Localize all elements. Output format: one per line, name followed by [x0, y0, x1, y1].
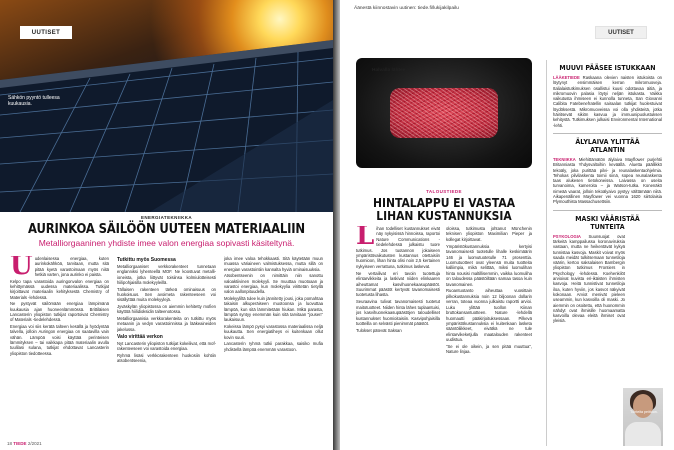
face — [633, 394, 653, 418]
subhead: Tutkittu myös Suomessa — [117, 257, 176, 263]
sidebar-text — [553, 75, 662, 128]
paragraph: Tulokset pätevät Saksan — [356, 327, 402, 333]
article-column-1 — [356, 226, 440, 444]
paragraph: Seuraavina tulivat tavanomaisesti tuotetut maitotuotteet. Niiden hinta lähes tuplaantuisi, jos kasvihuonekaasupäästöjen taloudelliset kustannukset huomioitaisiin. Kasvipohjaisilla tuotteilla on selvästi pienimmät päästöt. — [356, 299, 440, 326]
paragraph: Ne pystyvät säilömään energiaa lämpimänä kuukausia ajan huoneenlämmössä. Brittiläisen Lancasterin yliopiston tutkijat raportoivat Chemistry of Materials -tiedelehdessä. — [10, 301, 109, 323]
sidebar-tag: PSYKOLOGIA — [553, 233, 581, 239]
issue: 2/2021 — [27, 441, 42, 446]
divider — [553, 210, 662, 211]
drop-cap: L — [356, 226, 375, 251]
sidebar-body: Suunsuojat ovat tärkeitä kamppailussa koronaviruksia vastaan, mutta ne heikentävät kykyä tunnistaa kasvoja. Maskit voivat myös saada meidät tulkitsemaan tunnetiloja väärin, kertoo saksalaisen Bambergin yliopiston tutkimus Frontiers in Psychology -lehdessä. Koehenkilöt arvioivat kuvista eri-ikäisten ihmisten kasvoja. Heitä tunnistivat tunnetiloja iloa, kuten hyviin, jos kasvot näkyivät kokonaan. Arviot menivät pieleen useammin, kun kasvoilla oli maski. Jo aiemmin on osoitettu, että huonommin nähdyt ovat ihmisille huomaamatta kasvoilla olevaa eleitä ihmiset ovat yleisiä. — [553, 233, 625, 324]
paragraph: udenlaisessa energiaa, kuten aurinkokähköä, tarvitaan, mutta sitä pitää kyetä varastoimaan myös niitä hetkiä varten, jona aurinko ei paista. — [34, 256, 109, 277]
paragraph: Atsobentseenin on nimittäin niin sanottu valoaktiivinen molekyyli. Se muuttaa muotoaan ja varastoi energiaa, kun molekyylia virittetän tietyllä valon aallonpituudella. — [224, 273, 323, 295]
kicker: ENERGIATEKNIIKKA — [140, 215, 193, 220]
minced-meat — [390, 88, 498, 138]
kicker: TALOUSTIEDE — [426, 189, 462, 194]
sidebar-body: Raskaana olevien naisten istukoista on löytynyt ensimmäisen kerran mikromuoveja. Italialaistutkimuksen osallistui kuusi odottavaa äitiä, ja mikromuovin palasia löytyi neljän istukasta. Vaikka vaikutusta ihmiseen ei kunnolla tunneta, San Giovanni Calibita Fatebenefratellin sairaalan tutkijat huolestuivat löydöksestä. Mikromuoveissa voi olla yhdisteitä, jotka häiritsevät sikiön kasvua ja immuunipuolustuksen kehitystä. Tutkimuksen julkaisi Environmental International -lehti. — [553, 75, 662, 128]
paragraph: Jyväskylän yliopistossa on aiemmin kehitetty mofien käyttöä hiilidioksidin talteenotossa. — [117, 304, 216, 315]
sidebar-body: Miehittämätön älylaiva Mayflower purjehtii Britanniasta Yhdysvaltoihin keväällä. Aluetta päällikkö tekoäly, joka purittää pilvi- ja reunalaskentaohjelmia. Tehokas pilvilaskenta toimii siinä, sopea reunalaskenta taas alukesen tietokoneissa. Laivassa on useita turvanoima, kameroita – ja Watson-tutka. Konenäkö nimeää vaarat, jolloin tekoälyaivo pystyy välttämään niitä. Aikapenällinen Mayflower vei vuonna 1620 siirtolaisia Plymouthista Massachusettsiin. — [553, 156, 662, 205]
solar-panels-illustration — [0, 40, 333, 212]
masked-woman-photo — [623, 388, 663, 446]
folio — [7, 441, 42, 446]
paragraph: Molekyyliltä tulee kuin jännitetty jousi, joka pomahtaa takaisin alkuperäiseen muotoonsa ja luovuttaa lämpöä, kun sitä lämmitetään hiukan. Mikä parasta, lämpöä syntyy enemmän kuin sitä tarvitaan "jousen" laukaisuun. — [224, 296, 323, 323]
paragraph: Ryhmä lisäsi verkkorakenteen huokosiin kohtiin atsobentseenia, — [117, 352, 216, 363]
paragraph: Ympäristökustannuksia kertyisi tavanomaisesti tuotetulle lihalle keskimäärin 146 ja luomutuotetulle 71 prosenttia. Luomutuotteet ovat yleensä muita tuotteita kalliimpia, mikä selittää, miksi luomulihan hinta nousisi maltillisemmin, vaikka luomuliha on taloudessa päästöiltään samaa tasoa kuin tavanomainen. — [446, 243, 532, 287]
paragraph: Ne vertailivat eri tavoin tuotettuja elintarvikkeita ja laskivat niiden elinkaaren aiheuttamat kasvihuonekaasupäästöt. Suurimmat päästöt kertyvät tavanomaisesti tuotetusta lihasta. — [356, 270, 440, 298]
article-column-2 — [117, 256, 216, 439]
article-column-1 — [10, 256, 109, 439]
photo-caption: Halvalla lähtee. — [372, 68, 407, 73]
spine — [333, 0, 340, 450]
sidebar-tag: TEKNIIKKA — [553, 156, 576, 162]
paragraph: Metalliorgaaniset verkkorakenteet tunnetaan englanniksi lyhenteellä MOF. Ne koostuvat metalli-ioneista, jotka liittyvät toisiinsa kolmiulotteisesti hiilipohjaisilla molekyyleillä. — [117, 264, 216, 285]
solar-panel-photo — [0, 0, 333, 212]
section-tab: UUTISET — [20, 26, 72, 39]
paragraph: Tällaisen rakenteen tärkeä ominaisuus on huokoisuus. Sen avoimeta rakenteeseen voi sisällyttää muita molekyylejä. — [117, 286, 216, 303]
paragraph: Ruoantuotanto aiheuttaa vuosittain pilkokustannuksia noin 12 biljoonan dollarin verran, toteaa vuonna julkaistu raportti arvioi. Luku ylittää tuollon Kiinan bruttokansantuotteen. Nature -lehdellä huomautti pääkirjoituksessaan. Pilkevä ympäristökustannuksia ei kuitenkaan lasketa sääntöliikkeet, eivätkä ne tule elintarvikeketjulla maatalouden rakenteet uudistua. — [446, 288, 532, 343]
meat-package-photo — [356, 58, 532, 168]
page-number: 18 — [7, 441, 13, 446]
section-tab: UUTISET — [595, 26, 647, 39]
paragraph: ihan todelliset kustannukset eivät näy nykyisissä hinnoissa, raportoi Nature Communications -tiedelehdessä julkaistu tuore tutkimus. Jos tuotannon jokaiseen ympäristövaikutusten kustannus otettaisiin huomioon, lihan hinta olisi noin 2,5 kertainen nykyiseen verrattuna, tutkimus laskevat. — [356, 226, 440, 269]
article-column-2 — [446, 226, 532, 444]
magazine-name: TIEDE — [13, 441, 27, 446]
sidebar-tag: LÄÄKETIEDE — [553, 75, 580, 80]
sidebar-headline: ÄLYLAIVA YLITTÄÄ ATLANTIN — [575, 137, 640, 154]
paragraph: Energiaa voi siis kerätä talteen kesällä ja hyödyntää talvella, jolloin Auringon energiaa on saatavilla vain vähän. Lämpöä voisi käyttää perinteisen lämmityksen – tai vaikkapa pitää materiaalin avulla tuulilasi sulana, tutkijat ehdottavat Lancasterin yliopiston tiedotteessa. — [10, 324, 109, 356]
paragraph: Lancasterin ryhmä tutkii parakkaa, saisiko mufia yhdistellä lämpöä enemmän varastoon. — [224, 341, 323, 352]
photo-caption: Sähkön pyyntö tulleesa kuukausia. — [8, 95, 60, 107]
divider — [553, 133, 662, 134]
sidebar-text — [553, 234, 625, 324]
running-head: Äänestä kiinnostavin uutinen: tiede.fi/lukijakilpailu — [354, 6, 459, 11]
sidebar-headline: MASKI VÄÄRISTÄÄ TUNTEITA — [575, 214, 640, 231]
paragraph: Metalliorgaanisia verkkorakenteita on tutkittu myös metaanin ja vedyn varastoinnissa ja lääkeaineiden jakelussa. — [117, 316, 216, 332]
left-page — [0, 0, 333, 450]
sidebar-text — [553, 157, 662, 205]
paragraph: "Se ei ole oikein, ja sen pitää muuttua", Nature linjaa. — [446, 344, 532, 355]
paragraph: Kokeissa lämpö pysyi varastossa materiaalissa neljä kuukautta. Sen energiatiheys ei kuitenkaan ollut kovin suuri. — [224, 324, 323, 340]
headline: AURINKOA SÄILÖÖN UUTEEN MATERIAALIIN — [28, 221, 305, 237]
sidebar-headline: MUUVI PÄÄSEE ISTUKKAAN — [559, 64, 656, 72]
deck: Metalliorgaaninen yhdiste imee valon energiaa sopivasti käsiteltynä. — [38, 238, 295, 248]
headline: HINTALAPPU EI VASTAA LIHAN KUSTANNUKSIA — [372, 195, 516, 223]
paragraph: joka imee valoa tehokkaasti. Sitä käytetään muun muassa väriaineen valmistuksessa, mutta sillä on energian varastointiin kannalta hyviä ominaisuuksia. — [224, 256, 323, 272]
shoulders — [625, 422, 661, 446]
paragraph: oloissa, tutkimusta johtanut Münchenin teknisen yliopiston Maximilian Pieper ja kollegat kirjoittavat. — [446, 226, 532, 242]
paragraph: Kelpo tapa varastoida auringonvalon energiaa on kehittymässä uudessa materiaalissa. Tutkijat kirjoittavat materiaalin kehityksestä Chemistry of Materials -lehdessä. — [10, 278, 109, 300]
subhead: Valo virittää verkon — [117, 333, 163, 340]
photo-caption: Tunteita peittoon. — [630, 410, 658, 414]
article-column-3 — [224, 256, 323, 439]
paragraph: Nyt Lancasterin yliopiston tutkijat kokeilivat, että mof-rakenteeseen voi varastoida energiaa. — [117, 340, 216, 351]
right-page — [340, 0, 674, 450]
drop-cap: U — [10, 256, 33, 281]
